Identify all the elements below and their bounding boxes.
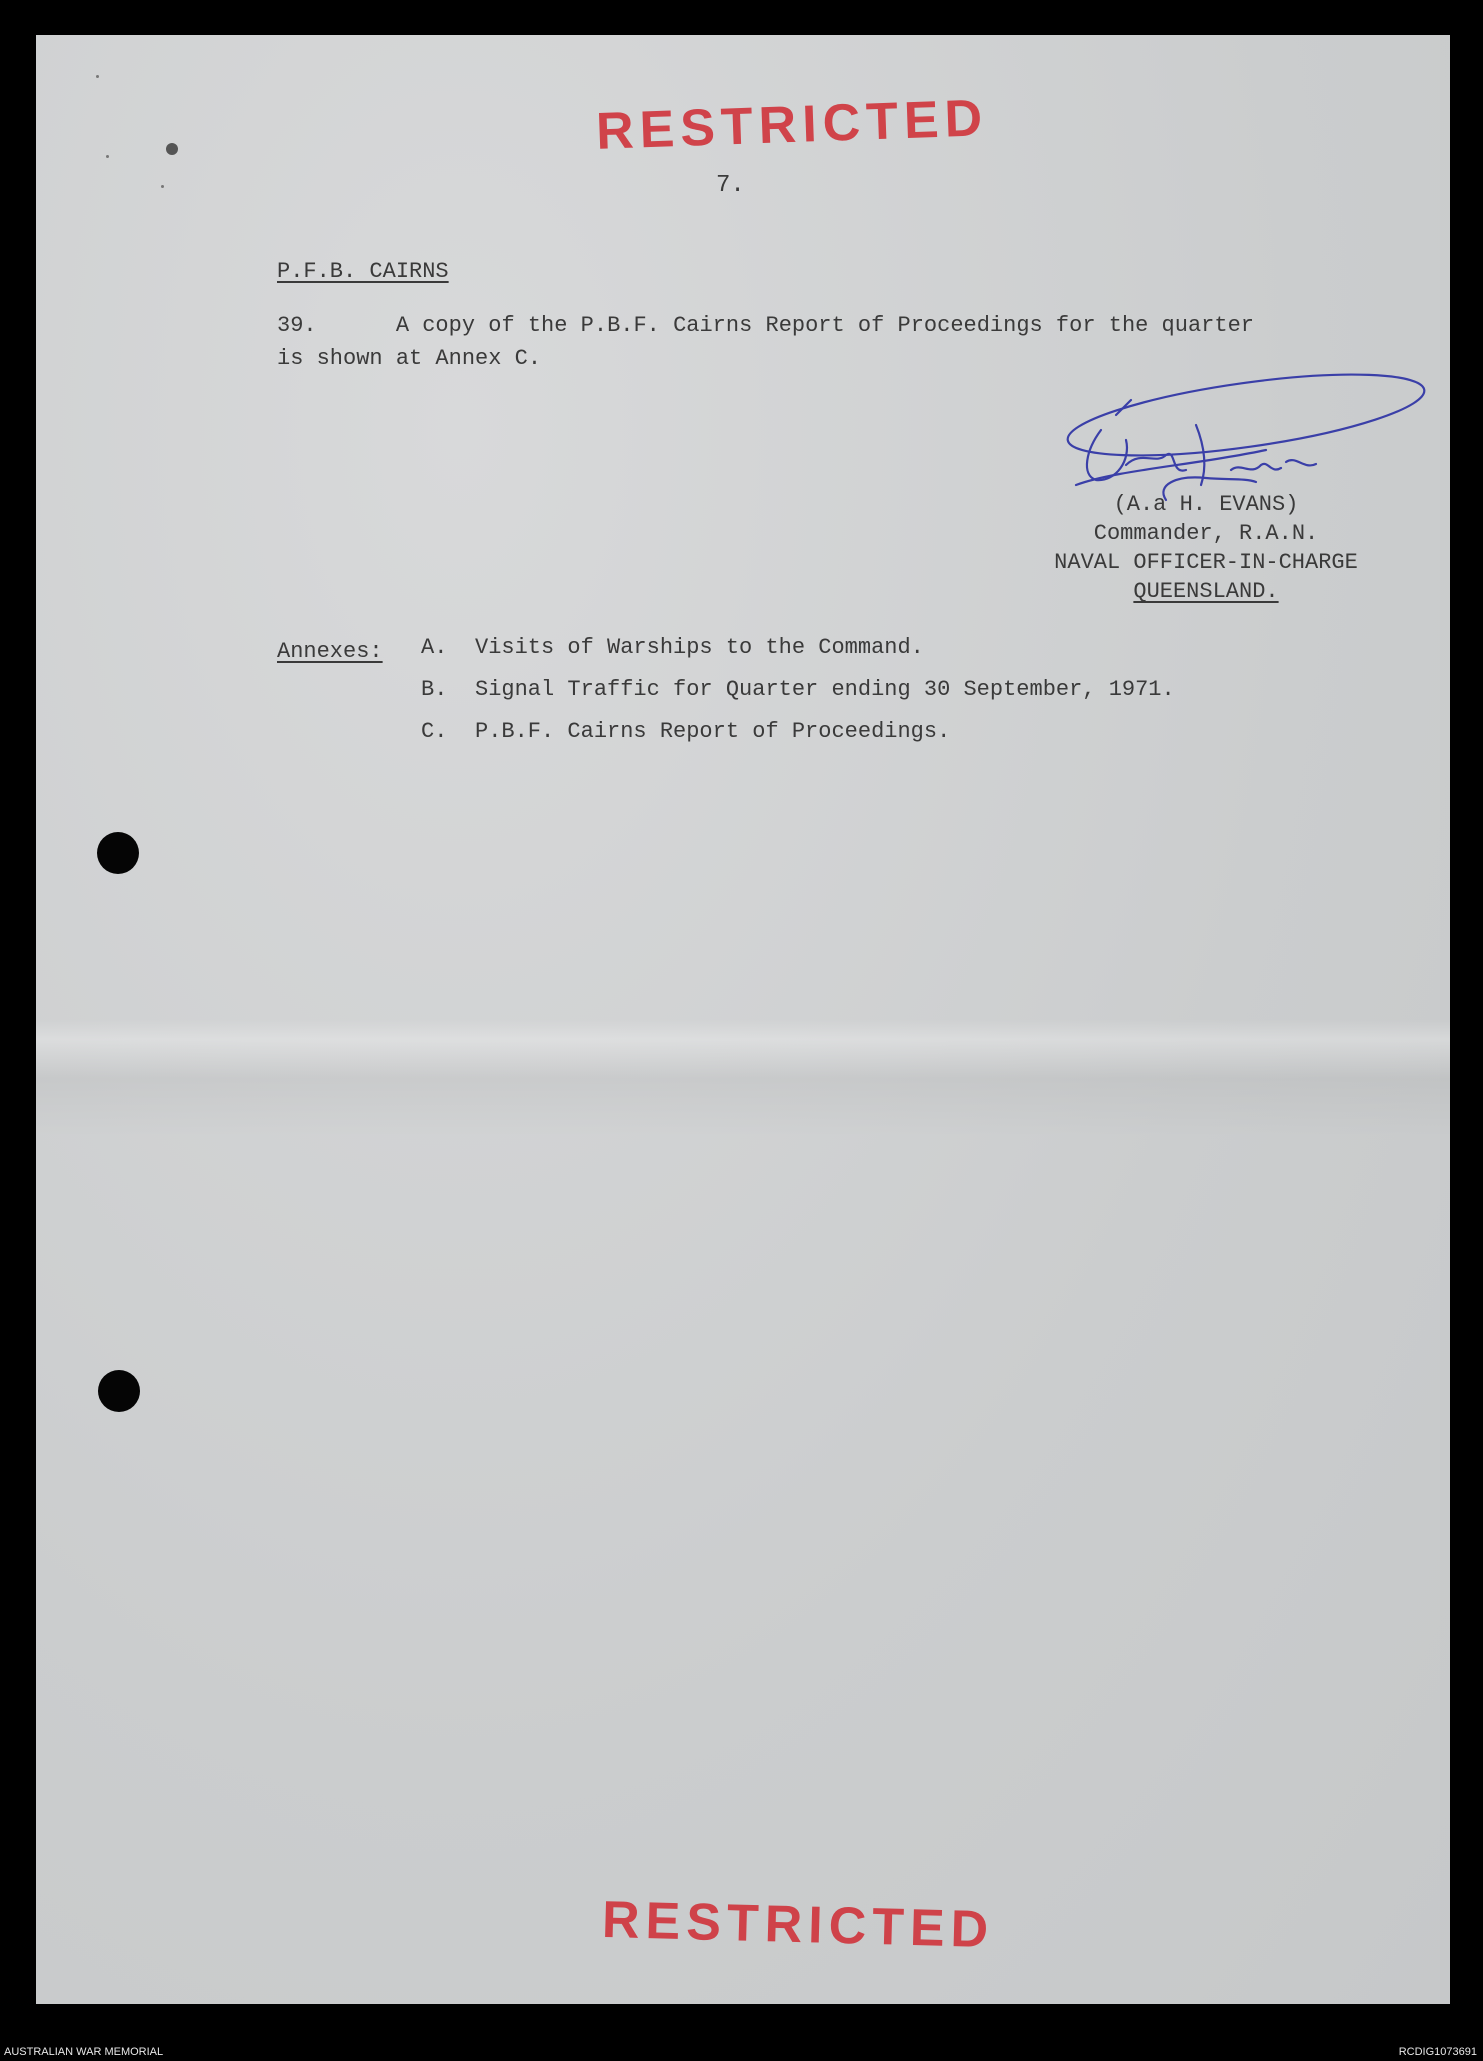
annex-item-c [421,719,950,744]
paper-speck [96,75,99,78]
paper-speck [106,155,109,158]
document-page [36,35,1450,2004]
annex-letter: B. [421,677,448,702]
annex-item-b [421,677,1175,702]
archive-credit: AUSTRALIAN WAR MEMORIAL [4,2046,164,2058]
restricted-stamp-top: RESTRICTED [595,89,990,161]
punch-hole-lower [98,1370,140,1412]
signatory-rank: Commander, R.A.N. [1093,521,1319,546]
annex-letter: A. [421,635,448,660]
paper-speck [161,185,164,188]
annex-text: Signal Traffic for Quarter ending 30 September, 1971. [475,677,1175,702]
signatory-location: QUEENSLAND. [1133,579,1279,604]
signatory-name: (A.a H. EVANS) [1113,492,1299,517]
annex-text: Visits of Warships to the Command. [475,635,924,660]
paper-mark [166,143,178,155]
page-number: 7. [716,172,745,199]
annexes-label: Annexes: [277,639,383,664]
signatory-title: NAVAL OFFICER-IN-CHARGE [1054,550,1358,575]
punch-hole-upper [97,832,139,874]
annex-letter: C. [421,719,448,744]
signature-block [996,490,1416,606]
restricted-stamp-bottom: RESTRICTED [601,1890,995,1960]
paragraph-39 [277,309,1254,375]
annex-item-a [421,635,924,660]
paragraph-text-line1: A copy of the P.B.F. Cairns Report of Proceedings for the quarter [395,313,1254,338]
annex-text: P.B.F. Cairns Report of Proceedings. [475,719,951,744]
paragraph-text-line2: is shown at Annex C. [277,346,542,371]
archive-reference-id: RCDIG1073691 [1398,2046,1477,2058]
paragraph-number: 39. [277,313,317,338]
section-heading: P.F.B. CAIRNS [277,259,449,284]
